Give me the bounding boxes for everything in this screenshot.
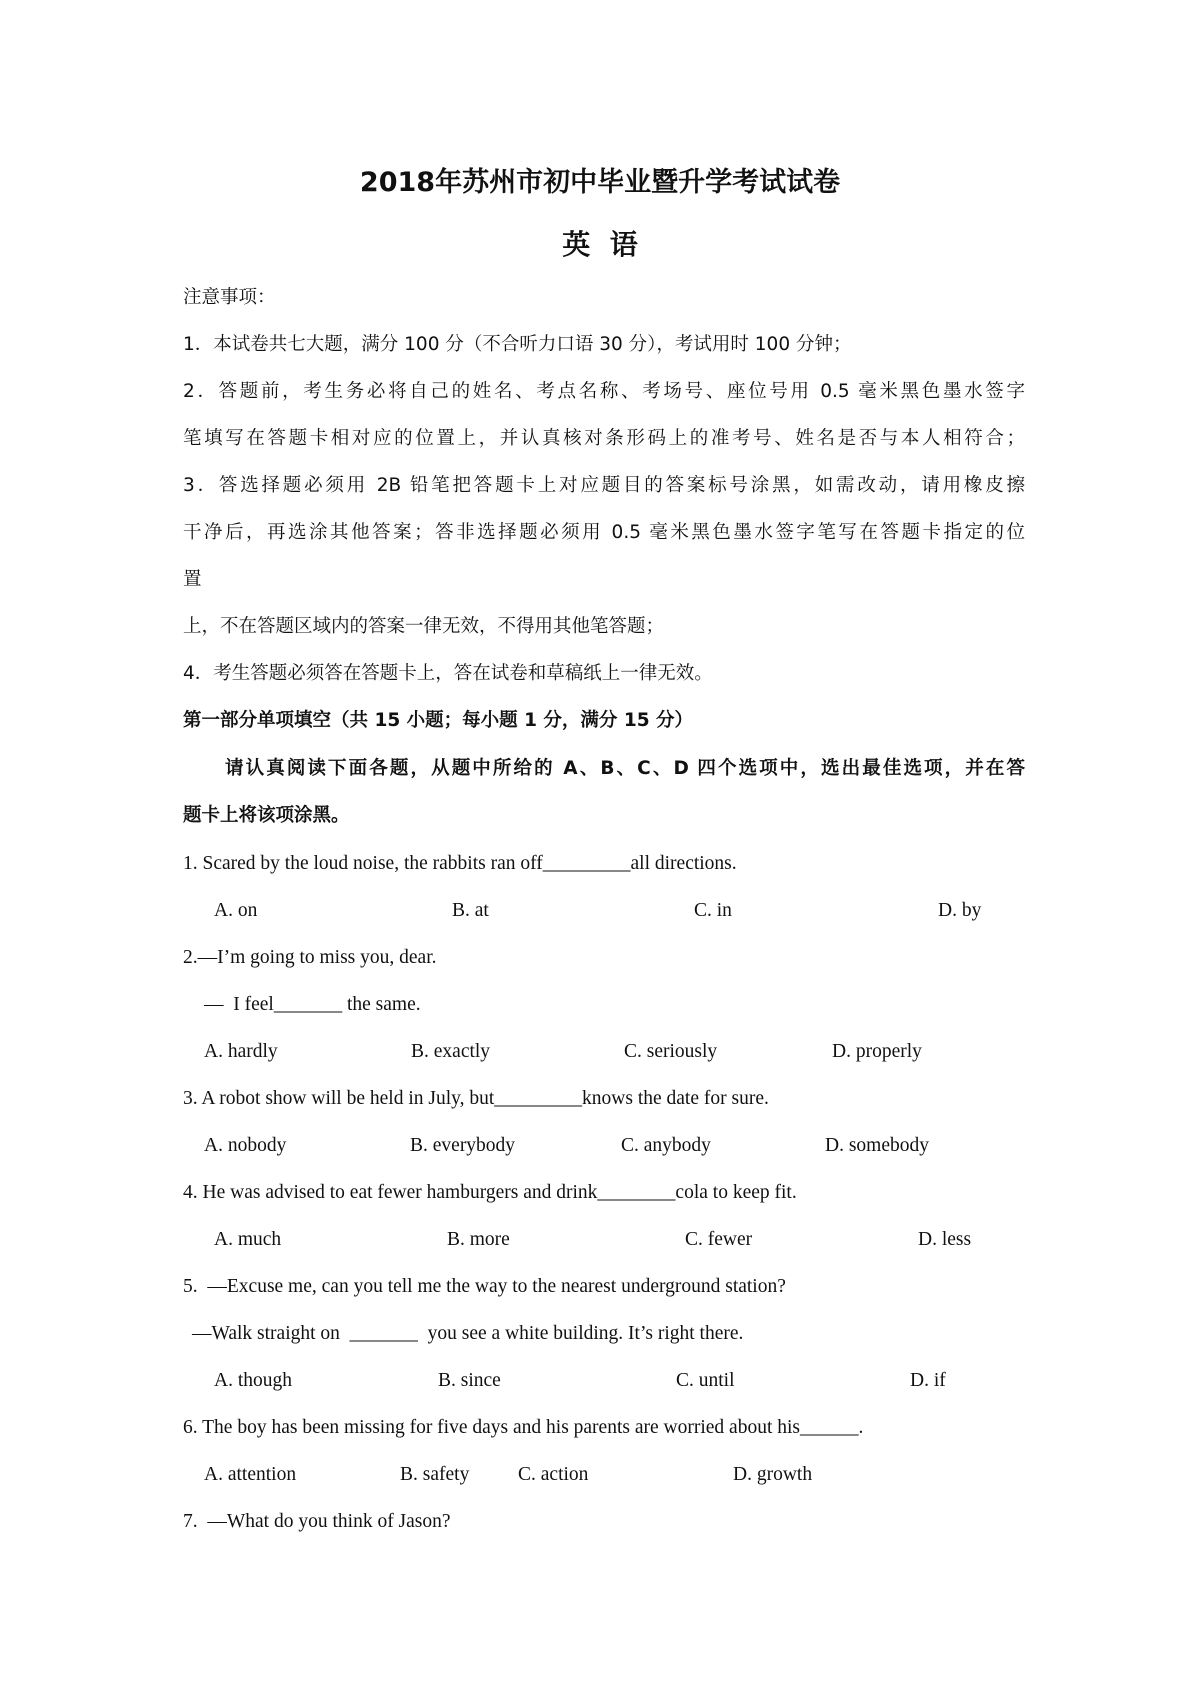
question-3-option-a: A. nobody <box>204 1135 287 1156</box>
question-2-option-b: B. exactly <box>411 1041 491 1062</box>
question-3-option-d: D. somebody <box>825 1135 929 1156</box>
note-item-2-line-2: 笔填写在答题卡相对应的位置上，并认真核对条形码上的准考号、姓名是否与本人相符合； <box>183 428 1025 449</box>
question-1-option-b: B. at <box>452 900 489 921</box>
question-1-stem: 1. Scared by the loud noise, the rabbits ran off_________all directions. <box>183 853 737 874</box>
question-6-option-b: B. safety <box>400 1464 470 1485</box>
question-2-option-c: C. seriously <box>624 1041 718 1062</box>
note-item-3-line-2: 干净后，再选涂其他答案；答非选择题必须用 0.5 毫米黑色墨水签字笔写在答题卡指定的位 <box>183 522 1025 543</box>
part1-instruction-line-2: 题卡上将该项涂黑。 <box>183 805 350 826</box>
notes-heading: 注意事项： <box>183 287 276 308</box>
question-2-stem-line-1: 2.—I’m going to miss you, dear. <box>183 947 437 968</box>
note-item-3-line-1: 3．答选择题必须用 2B 铅笔把答题卡上对应题目的答案标号涂黑，如需改动，请用橡皮擦 <box>183 475 1025 496</box>
question-7-stem: 7. —What do you think of Jason? <box>183 1511 451 1532</box>
question-1-option-a: A. on <box>214 900 258 921</box>
question-3-option-c: C. anybody <box>621 1135 711 1156</box>
question-5-option-b: B. since <box>438 1370 501 1391</box>
question-3-option-b: B. everybody <box>410 1135 516 1156</box>
question-5-option-a: A. though <box>214 1370 292 1391</box>
note-item-3-line-4: 上，不在答题区域内的答案一律无效，不得用其他笔答题； <box>183 616 665 637</box>
question-2-option-a: A. hardly <box>204 1041 278 1062</box>
question-5-option-c: C. until <box>676 1370 735 1391</box>
part1-heading: 第一部分单项填空（共 15 小题；每小题 1 分，满分 15 分） <box>183 710 694 731</box>
question-3-stem: 3. A robot show will be held in July, but_________knows the date for sure. <box>183 1088 769 1109</box>
question-4-option-d: D. less <box>918 1229 972 1250</box>
question-6-option-a: A. attention <box>204 1464 297 1485</box>
note-item-3-line-3: 置 <box>183 569 202 590</box>
question-4-option-a: A. much <box>214 1229 282 1250</box>
subject-title: 英 语 <box>562 228 638 261</box>
part1-instruction-line-1: 请认真阅读下面各题，从题中所给的 A、B、C、D 四个选项中，选出最佳选项，并在答 <box>225 758 1025 779</box>
note-item-4: 4．考生答题必须答在答题卡上，答在试卷和草稿纸上一律无效。 <box>183 663 713 684</box>
question-5-stem-line-2: —Walk straight on _______ you see a white building. It’s right there. <box>192 1323 744 1344</box>
question-4-option-b: B. more <box>447 1229 510 1250</box>
question-6-stem: 6. The boy has been missing for five days and his parents are worried about his______. <box>183 1417 864 1438</box>
question-5-stem-line-1: 5. —Excuse me, can you tell me the way to the nearest underground station? <box>183 1276 786 1297</box>
question-5-option-d: D. if <box>910 1370 946 1391</box>
exam-title: 2018年苏州市初中毕业暨升学考试试卷 <box>359 167 841 198</box>
question-4-stem: 4. He was advised to eat fewer hamburgers and drink________cola to keep fit. <box>183 1182 797 1203</box>
question-6-option-c: C. action <box>518 1464 589 1485</box>
question-2-stem-line-2: — I feel_______ the same. <box>204 994 421 1015</box>
question-1-option-c: C. in <box>694 900 732 921</box>
question-4-option-c: C. fewer <box>685 1229 753 1250</box>
question-1-option-d: D. by <box>938 900 982 921</box>
question-6-option-d: D. growth <box>733 1464 813 1485</box>
question-2-option-d: D. properly <box>832 1041 922 1062</box>
note-item-1: 1．本试卷共七大题，满分 100 分（不合听力口语 30 分），考试用时 100 分钟； <box>183 334 852 355</box>
note-item-2-line-1: 2．答题前，考生务必将自己的姓名、考点名称、考场号、座位号用 0.5 毫米黑色墨水签字 <box>183 381 1025 402</box>
